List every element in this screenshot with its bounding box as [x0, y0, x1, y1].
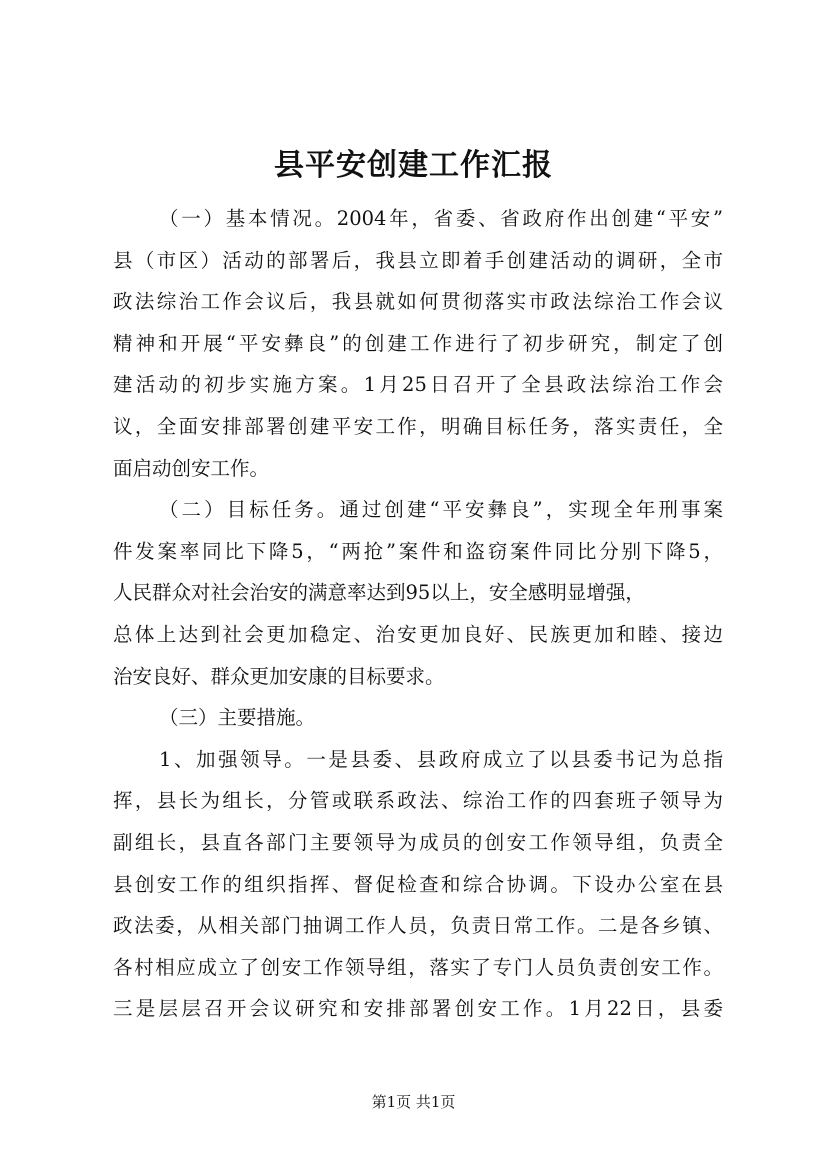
paragraph-line: 政法综治工作会议后，我县就如何贯彻落实市政法综治工作会议	[113, 290, 723, 314]
paragraph-line: （二）目标任务。通过创建“平安彝良”，实现全年刑事案	[159, 498, 723, 522]
document-title: 县平安创建工作汇报	[274, 148, 553, 183]
paragraph-line: 精神和开展“平安彝良”的创建工作进行了初步研究，制定了创	[113, 331, 723, 355]
paragraph-line: 建活动的初步实施方案。1月25日召开了全县政法综治工作会	[113, 373, 723, 397]
paragraph-line: （三）主要措施。	[159, 706, 316, 730]
paragraph-line: 副组长，县直各部门主要领导为成员的创安工作领导组，负责全	[113, 830, 723, 854]
paragraph-line: 挥，县长为组长，分管或联系政法、综治工作的四套班子领导为	[113, 789, 723, 813]
page-footer: 第1页 共1页	[371, 1093, 456, 1111]
paragraph-line: 政法委，从相关部门抽调工作人员，负责日常工作。二是各乡镇、	[113, 914, 723, 938]
paragraph-line: 县创安工作的组织指挥、督促检查和综合协调。下设办公室在县	[113, 872, 723, 896]
paragraph-line: 人民群众对社会治安的满意率达到95以上，安全感明显增强，	[113, 581, 645, 605]
document-body	[113, 198, 723, 1030]
paragraph-line: 三是层层召开会议研究和安排部署创安工作。1月22日，县委	[113, 997, 723, 1021]
paragraph-line: 件发案率同比下降5，“两抢”案件和盗窃案件同比分别下降5，	[113, 539, 723, 563]
paragraph-line: 面启动创安工作。	[113, 456, 270, 480]
paragraph-line: 治安良好、群众更加安康的目标要求。	[113, 664, 445, 688]
paragraph-line: 各村相应成立了创安工作领导组，落实了专门人员负责创安工作。	[113, 955, 723, 979]
paragraph-line: 议，全面安排部署创建平安工作，明确目标任务，落实责任，全	[113, 414, 723, 438]
paragraph-line: 县（市区）活动的部署后，我县立即着手创建活动的调研，全市	[113, 248, 723, 272]
paragraph-line: 总体上达到社会更加稳定、治安更加良好、民族更加和睦、接边	[113, 622, 723, 646]
paragraph-line: （一）基本情况。2004年，省委、省政府作出创建“平安”	[159, 207, 723, 230]
paragraph-line: 1、加强领导。一是县委、县政府成立了以县委书记为总指	[159, 747, 723, 771]
